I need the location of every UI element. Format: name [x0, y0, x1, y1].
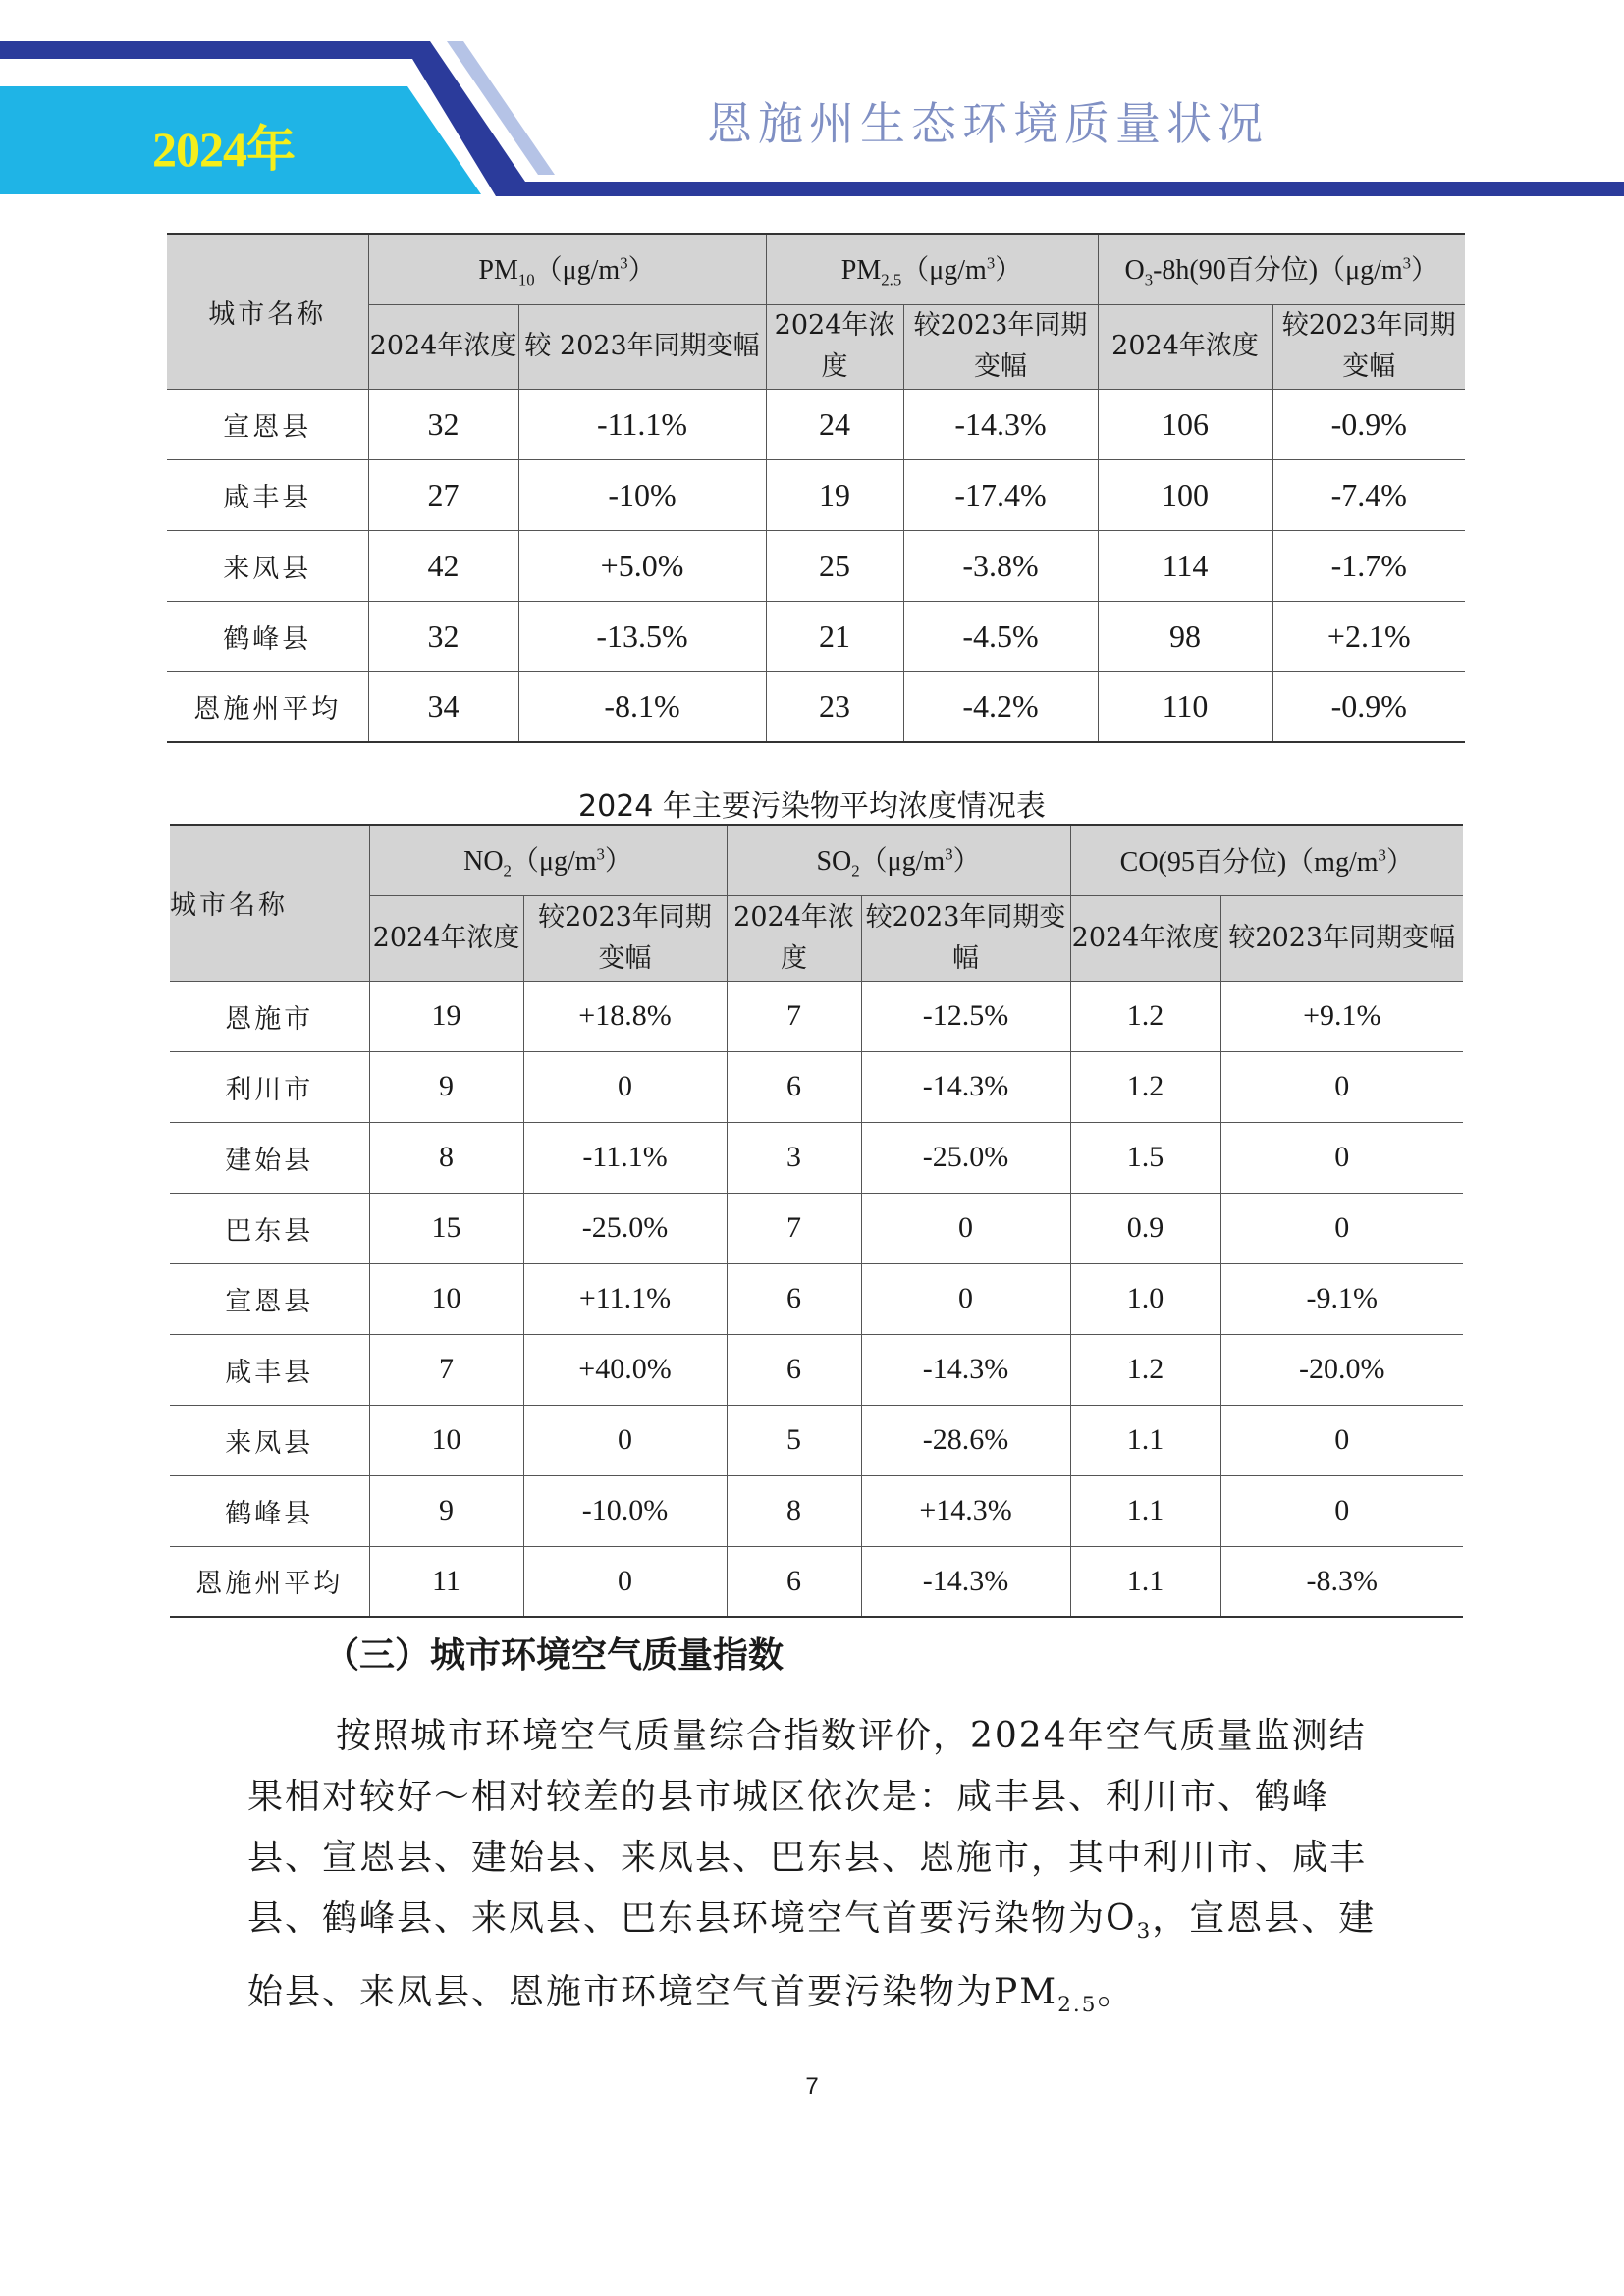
value-cell: 3	[727, 1122, 861, 1193]
value-cell: 0	[1220, 1122, 1463, 1193]
value-cell: +5.0%	[518, 530, 766, 601]
value-cell: 10	[369, 1263, 523, 1334]
table-row	[170, 1546, 1463, 1617]
value-cell: 6	[727, 1334, 861, 1405]
value-cell: -9.1%	[1220, 1263, 1463, 1334]
value-cell: 106	[1098, 389, 1272, 459]
city-cell: 咸丰县	[170, 1334, 369, 1405]
table-row	[170, 1334, 1463, 1405]
value-cell: -11.1%	[518, 389, 766, 459]
table2-caption: 2024 年主要污染物平均浓度情况表	[578, 789, 1046, 824]
sub-header: 较2023年同期变幅	[1272, 304, 1465, 389]
pollutant-table-2024	[170, 824, 1463, 1618]
sub-header: 较2023年同期变幅	[903, 304, 1098, 389]
value-cell: -8.1%	[518, 671, 766, 742]
value-cell: +11.1%	[523, 1263, 727, 1334]
pollutant-table-continued	[167, 233, 1465, 743]
table-row	[170, 1051, 1463, 1122]
table-row	[167, 389, 1465, 459]
city-cell: 来凤县	[170, 1405, 369, 1475]
value-cell: -14.3%	[903, 389, 1098, 459]
table-row	[170, 1193, 1463, 1263]
value-cell: +9.1%	[1220, 981, 1463, 1051]
value-cell: 7	[727, 981, 861, 1051]
value-cell: -10.0%	[523, 1475, 727, 1546]
value-cell: 6	[727, 1051, 861, 1122]
value-cell: -4.5%	[903, 601, 1098, 671]
city-cell: 恩施州平均	[167, 671, 368, 742]
city-cell: 咸丰县	[167, 459, 368, 530]
section-heading: （三）城市环境空气质量指数	[324, 1635, 785, 1676]
value-cell: -25.0%	[523, 1193, 727, 1263]
sub-header: 2024年浓度	[1098, 304, 1272, 389]
co-header: CO(95百分位)$(mg/m^3)$	[1070, 825, 1463, 895]
section-paragraph: 按照城市环境空气质量综合指数评价，2024年空气质量监测结果相对较好～相对较差的县市城区依次是：咸丰县、利川市、鹤峰县、宣恩县、建始县、来凤县、巴东县、恩施市，其中利川市、咸丰县、鹤峰县、来凤县、巴东县环境空气首要污染物为$O_3$，宣恩县、建始县、来凤县、恩施市环境空气首要污染物为$PM_{2.5}$。	[247, 1716, 1377, 2018]
value-cell: 24	[766, 389, 903, 459]
value-cell: 0	[1220, 1405, 1463, 1475]
value-cell: 0	[1220, 1193, 1463, 1263]
value-cell: 0	[523, 1051, 727, 1122]
sub-header: 较2023年同期变幅	[1220, 895, 1463, 981]
value-cell: 1.2	[1070, 981, 1220, 1051]
city-cell: 建始县	[170, 1122, 369, 1193]
pm25-header: $PM_{2.5}(\mu g/m^3)$	[766, 234, 1098, 304]
value-cell: +2.1%	[1272, 601, 1465, 671]
table-row	[167, 671, 1465, 742]
value-cell: 0	[523, 1405, 727, 1475]
header-year: 2024年	[152, 122, 295, 177]
table-row	[170, 1263, 1463, 1334]
value-cell: -4.2%	[903, 671, 1098, 742]
sub-header: 较2023年同期变幅	[861, 895, 1070, 981]
city-cell: 来凤县	[167, 530, 368, 601]
pm10-header: $PM_{10}(\mu g/m^3)$	[368, 234, 766, 304]
o3-header: $O_3-8h(90$百分位)$(\mu g/m^3)$	[1098, 234, 1465, 304]
value-cell: 0	[1220, 1475, 1463, 1546]
value-cell: +18.8%	[523, 981, 727, 1051]
value-cell: 110	[1098, 671, 1272, 742]
table-row	[170, 1475, 1463, 1546]
value-cell: -10%	[518, 459, 766, 530]
table-row	[170, 1122, 1463, 1193]
value-cell: 23	[766, 671, 903, 742]
value-cell: 8	[369, 1122, 523, 1193]
value-cell: 1.1	[1070, 1405, 1220, 1475]
table-row	[167, 459, 1465, 530]
value-cell: -7.4%	[1272, 459, 1465, 530]
value-cell: 0	[1220, 1051, 1463, 1122]
value-cell: 19	[369, 981, 523, 1051]
value-cell: 5	[727, 1405, 861, 1475]
value-cell: 8	[727, 1475, 861, 1546]
value-cell: 1.1	[1070, 1546, 1220, 1617]
value-cell: -13.5%	[518, 601, 766, 671]
value-cell: 32	[368, 601, 518, 671]
value-cell: -14.3%	[861, 1546, 1070, 1617]
value-cell: -14.3%	[861, 1051, 1070, 1122]
value-cell: 1.2	[1070, 1051, 1220, 1122]
value-cell: 1.5	[1070, 1122, 1220, 1193]
city-cell: 恩施州平均	[170, 1546, 369, 1617]
value-cell: 21	[766, 601, 903, 671]
value-cell: 0	[861, 1193, 1070, 1263]
value-cell: 11	[369, 1546, 523, 1617]
value-cell: -1.7%	[1272, 530, 1465, 601]
value-cell: 10	[369, 1405, 523, 1475]
value-cell: 1.1	[1070, 1475, 1220, 1546]
value-cell: 25	[766, 530, 903, 601]
value-cell: 98	[1098, 601, 1272, 671]
table-row	[167, 530, 1465, 601]
value-cell: 0	[861, 1263, 1070, 1334]
sub-header: 较 2023年同期变幅	[518, 304, 766, 389]
value-cell: 1.2	[1070, 1334, 1220, 1405]
sub-header: 较2023年同期 变幅	[523, 895, 727, 981]
sub-header: 2024年浓度	[766, 304, 903, 389]
city-cell: 巴东县	[170, 1193, 369, 1263]
value-cell: -8.3%	[1220, 1546, 1463, 1617]
table-row	[170, 1405, 1463, 1475]
value-cell: -14.3%	[861, 1334, 1070, 1405]
no2-header: $NO_2(\mu g/m^3)$	[369, 825, 727, 895]
value-cell: -25.0%	[861, 1122, 1070, 1193]
value-cell: 6	[727, 1546, 861, 1617]
value-cell: 6	[727, 1263, 861, 1334]
value-cell: -12.5%	[861, 981, 1070, 1051]
value-cell: 9	[369, 1475, 523, 1546]
sub-header: 2024年浓度	[1070, 895, 1220, 981]
value-cell: 7	[727, 1193, 861, 1263]
sub-header: 2024年浓度	[369, 895, 523, 981]
value-cell: 15	[369, 1193, 523, 1263]
value-cell: -3.8%	[903, 530, 1098, 601]
table-row	[170, 981, 1463, 1051]
value-cell: +14.3%	[861, 1475, 1070, 1546]
value-cell: -0.9%	[1272, 389, 1465, 459]
value-cell: -28.6%	[861, 1405, 1070, 1475]
value-cell: 0	[523, 1546, 727, 1617]
city-cell: 恩施市	[170, 981, 369, 1051]
city-cell: 利川市	[170, 1051, 369, 1122]
value-cell: 0.9	[1070, 1193, 1220, 1263]
value-cell: -20.0%	[1220, 1334, 1463, 1405]
value-cell: -11.1%	[523, 1122, 727, 1193]
sub-header: 2024年浓度	[727, 895, 861, 981]
value-cell: 100	[1098, 459, 1272, 530]
so2-header: $SO_2(\mu g/m^3)$	[727, 825, 1070, 895]
value-cell: 42	[368, 530, 518, 601]
value-cell: 9	[369, 1051, 523, 1122]
header-doc-title: 恩施州生态环境质量状况	[707, 97, 1269, 150]
city-name-header: 城市名称	[167, 234, 368, 389]
value-cell: -17.4%	[903, 459, 1098, 530]
table-row	[167, 601, 1465, 671]
value-cell: 32	[368, 389, 518, 459]
value-cell: +40.0%	[523, 1334, 727, 1405]
city-cell: 宣恩县	[170, 1263, 369, 1334]
value-cell: 34	[368, 671, 518, 742]
city-cell: 鹤峰县	[167, 601, 368, 671]
value-cell: 114	[1098, 530, 1272, 601]
value-cell: -0.9%	[1272, 671, 1465, 742]
city-cell: 鹤峰县	[170, 1475, 369, 1546]
city-cell: 宣恩县	[167, 389, 368, 459]
value-cell: 1.0	[1070, 1263, 1220, 1334]
sub-header: 2024年浓度	[368, 304, 518, 389]
city-name-header: 城市名称	[170, 825, 369, 981]
value-cell: 27	[368, 459, 518, 530]
page-number: 7	[805, 2073, 819, 2100]
value-cell: 19	[766, 459, 903, 530]
value-cell: 7	[369, 1334, 523, 1405]
